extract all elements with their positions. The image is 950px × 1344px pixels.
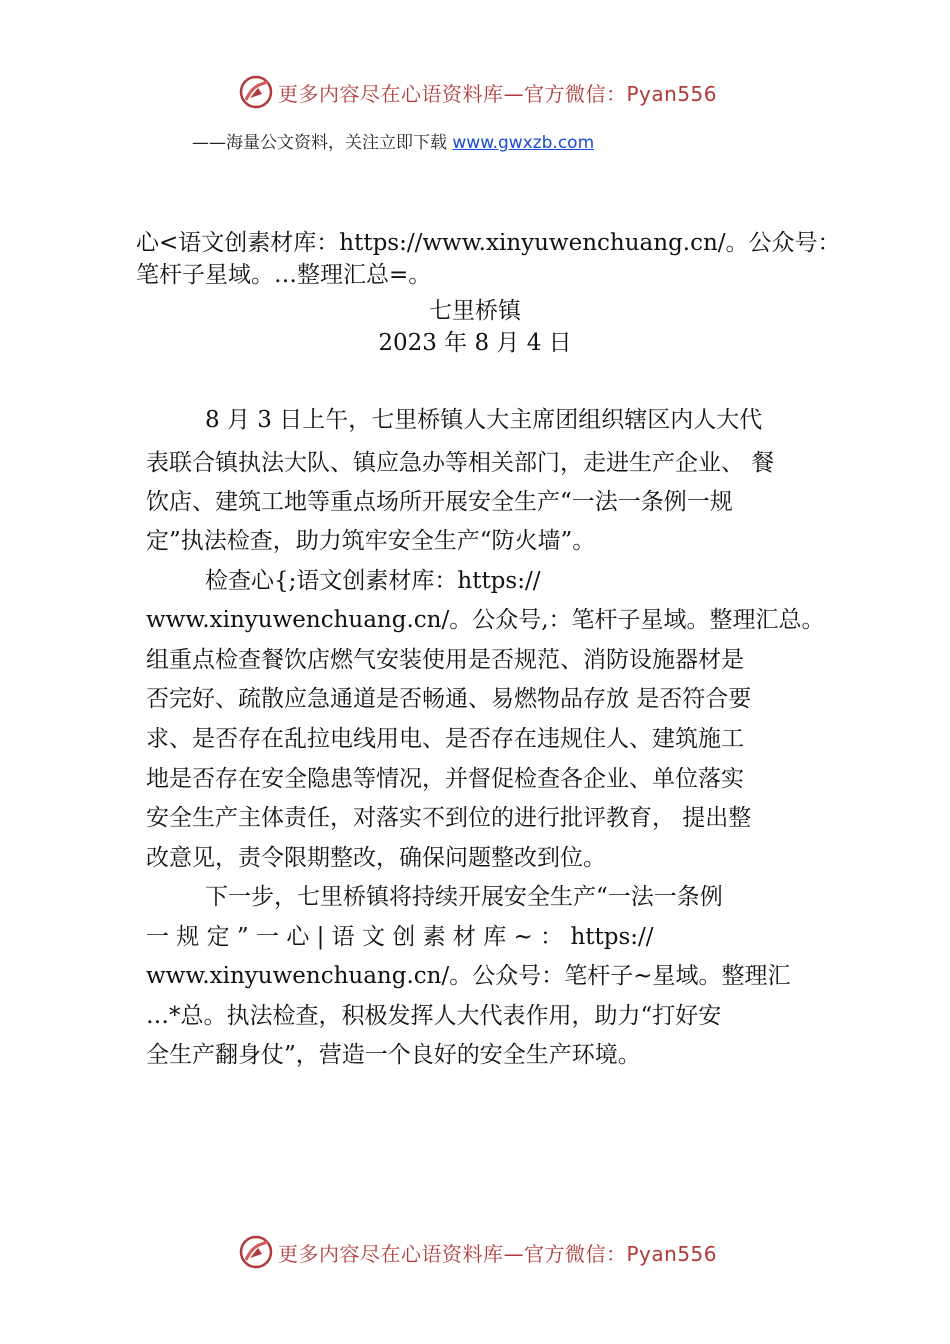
body-line: 地是否存在安全隐患等情况，并督促检查各企业、单位落实 xyxy=(146,766,744,792)
body-line: 饮店、建筑工地等重点场所开展安全生产“一法一条例一规 xyxy=(146,489,733,515)
intro-line: 心<语文创素材库：https://www.xinyuwenchuang.cn/。公众号： xyxy=(136,230,841,256)
body-line: 定”执法检查，助力筑牢安全生产“防火墙”。 xyxy=(146,528,596,554)
body-line: www.xinyuwenchuang.cn/。公众号：笔杆子~星域。整理汇 xyxy=(146,963,791,989)
date-heading: 2023 年 8 月 4 日 xyxy=(378,330,572,356)
logo-icon xyxy=(238,74,274,110)
subheader-text: ——海量公文资料，关注立即下载 xyxy=(192,133,453,153)
body-line: …*总。执法检查，积极发挥人大代表作用，助力“打好安 xyxy=(146,1003,722,1029)
body-line: 求、是否存在乱拉电线用电、是否存在违规住人、建筑施工 xyxy=(146,726,744,752)
body-line: 组重点检查餐饮店燃气安装使用是否规范、消防设施器材是 xyxy=(146,647,744,673)
body-line: 改意见，责令限期整改，确保问题整改到位。 xyxy=(146,845,606,871)
body-line: 下一步，七里桥镇将持续开展安全生产“一法一条例 xyxy=(205,884,723,910)
body-line: www.xinyuwenchuang.cn/。公众号,：笔杆子星域。整理汇总。 xyxy=(146,607,825,633)
intro-line: 笔杆子星域。…整理汇总=。 xyxy=(136,262,432,288)
body-line: 全生产翻身仗”，营造一个良好的安全生产环境。 xyxy=(146,1042,641,1068)
body-line: 表联合镇执法大队、镇应急办等相关部门，走进生产企业、 餐 xyxy=(146,450,775,476)
logo-icon xyxy=(238,1234,274,1270)
body-line: 一 规 定 ” 一 心 | 语 文 创 素 材 库 ~ ： https:// xyxy=(146,924,654,950)
banner-text: 更多内容尽在心语资料库—官方微信：Pyan556 xyxy=(278,82,718,106)
banner-text: 更多内容尽在心语资料库—官方微信：Pyan556 xyxy=(278,1242,718,1266)
header-banner xyxy=(0,72,950,116)
body-line: 否完好、疏散应急通道是否畅通、易燃物品存放 是否符合要 xyxy=(146,686,752,712)
place-heading: 七里桥镇 xyxy=(429,298,521,324)
body-line: 安全生产主体责任，对落实不到位的进行批评教育， 提出整 xyxy=(146,805,752,831)
body-line: 检查心{;语文创素材库：https:// xyxy=(205,568,541,594)
download-link[interactable]: www.gwxzb.com xyxy=(452,133,595,153)
body-line: 8 月 3 日上午，七里桥镇人大主席团组织辖区内人大代 xyxy=(205,407,763,433)
footer-banner xyxy=(0,1232,950,1276)
subheader xyxy=(192,128,594,153)
